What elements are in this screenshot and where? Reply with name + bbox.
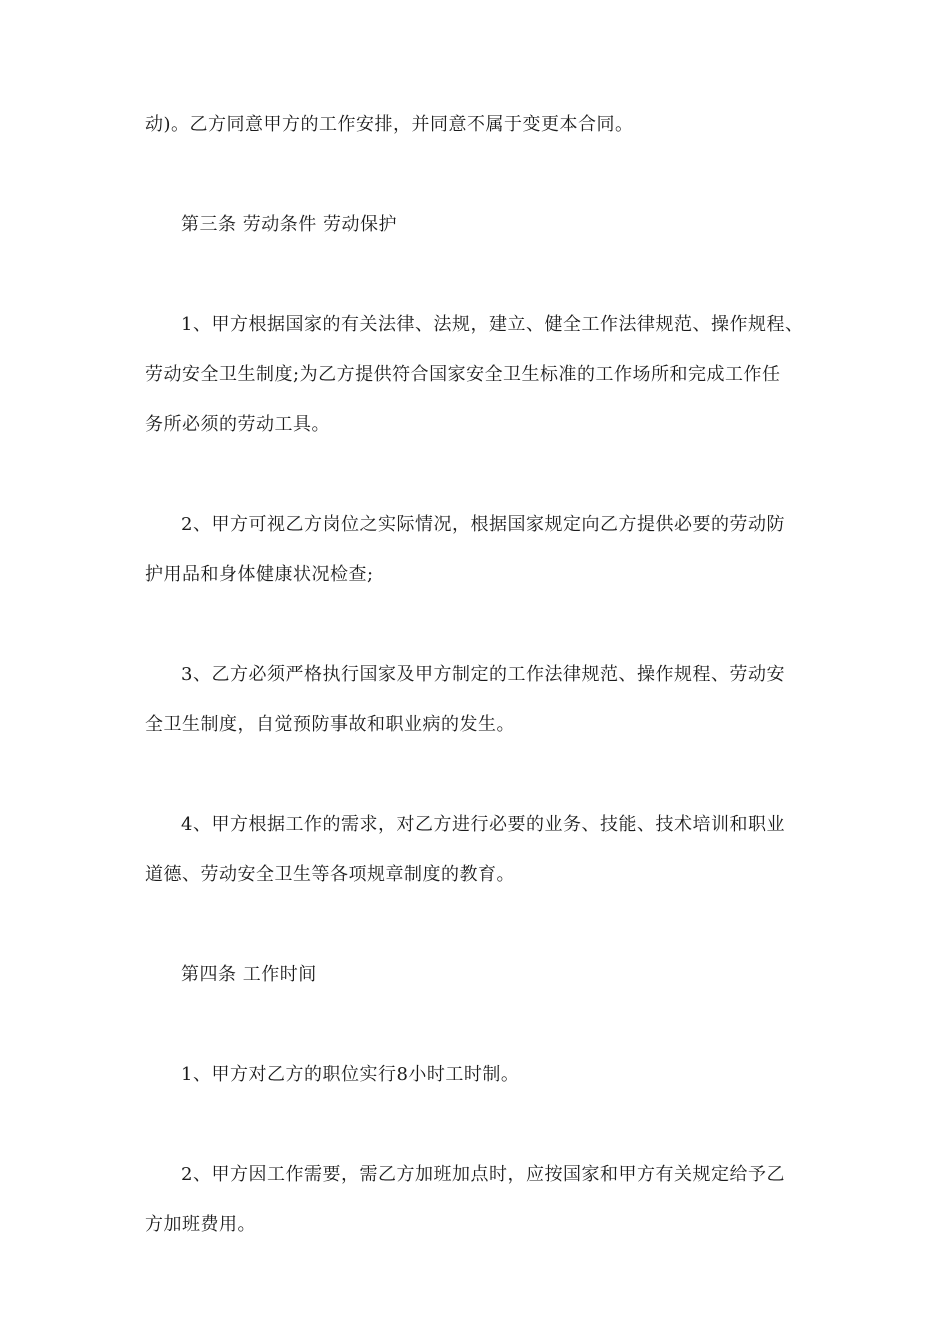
paragraph-line: 2、甲方可视乙方岗位之实际情况，根据国家规定向乙方提供必要的劳动防 [181, 514, 785, 535]
paragraph-line: 3、乙方必须严格执行国家及甲方制定的工作法律规范、操作规程、劳动安 [181, 664, 785, 685]
paragraph-line: 务所必须的劳动工具。 [145, 414, 330, 435]
text-line: 动)。乙方同意甲方的工作安排，并同意不属于变更本合同。 [145, 114, 634, 135]
section-heading: 第三条 劳动条件 劳动保护 [181, 214, 397, 235]
paragraph-line: 2、甲方因工作需要，需乙方加班加点时，应按国家和甲方有关规定给予乙 [181, 1164, 785, 1185]
paragraph-line: 方加班费用。 [145, 1214, 256, 1235]
paragraph-line: 护用品和身体健康状况检查; [145, 564, 374, 585]
section-heading: 第四条 工作时间 [181, 964, 317, 985]
paragraph-line: 劳动安全卫生制度;为乙方提供符合国家安全卫生标准的工作场所和完成工作任 [145, 364, 781, 385]
paragraph-line: 4、甲方根据工作的需求，对乙方进行必要的业务、技能、技术培训和职业 [181, 814, 785, 835]
paragraph-line: 1、甲方对乙方的职位实行8小时工时制。 [181, 1064, 520, 1085]
paragraph-line: 道德、劳动安全卫生等各项规章制度的教育。 [145, 864, 515, 885]
paragraph-line: 全卫生制度，自觉预防事故和职业病的发生。 [145, 714, 515, 735]
paragraph-line: 1、甲方根据国家的有关法律、法规，建立、健全工作法律规范、操作规程、 [181, 314, 804, 335]
